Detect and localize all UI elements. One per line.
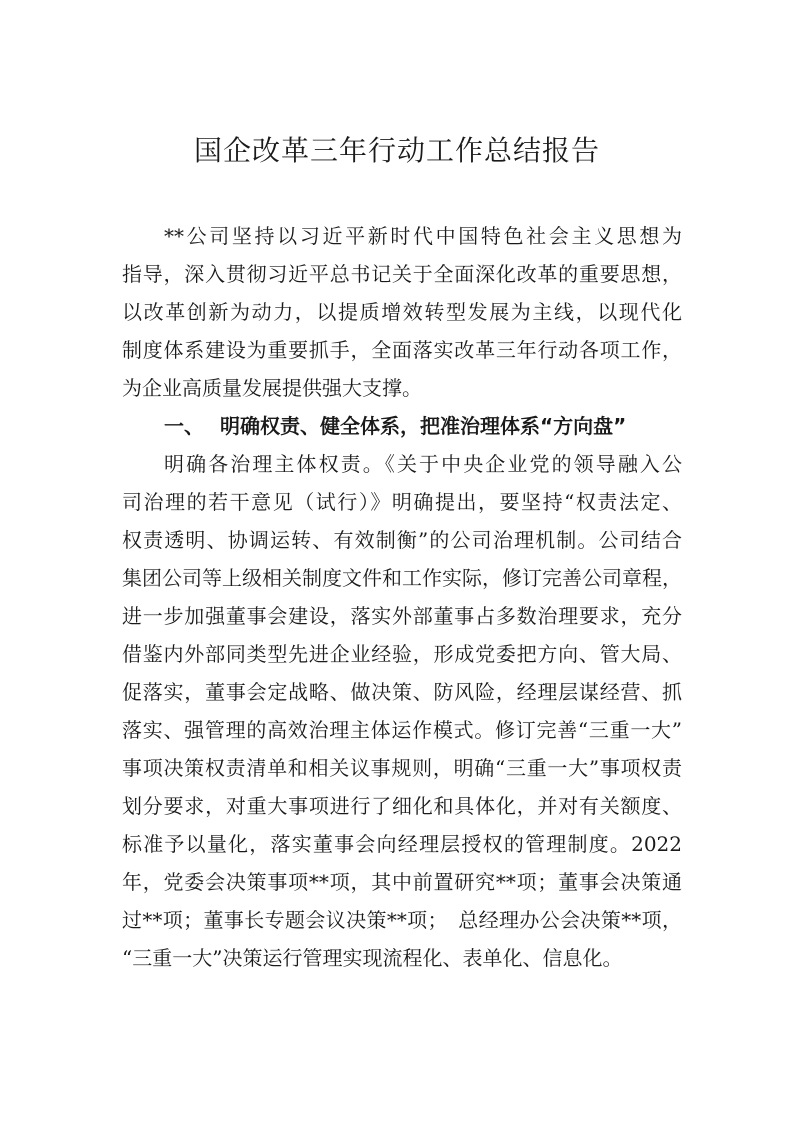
paragraph-line: 事项决策权责清单和相关议事规则，明确“三重一大”事项权责 [122,756,682,780]
paragraph-line: 落实、强管理的高效治理主体运作模式。修订完善“三重一大” [122,718,682,742]
paragraph-line: 年，党委会决策事项**项，其中前置研究**项；董事会决策通 [122,870,682,894]
paragraph-line: 权责透明、协调运转、有效制衡”的公司治理机制。公司结合 [122,528,682,552]
paragraph-line: **公司坚持以习近平新时代中国特色社会主义思想为 [164,224,682,248]
paragraph-line: 借鉴内外部同类型先进企业经验，形成党委把方向、管大局、 [122,642,682,666]
paragraph-line: 为企业高质量发展提供强大支撑。 [122,376,422,400]
paragraph-line: 划分要求，对重大事项进行了细化和具体化，并对有关额度、 [122,794,682,818]
section-heading [122,407,682,445]
paragraph-line: 制度体系建设为重要抓手，全面落实改革三年行动各项工作， [122,338,682,362]
paragraph-line: “三重一大”决策运行管理实现流程化、表单化、信息化。 [122,946,623,970]
paragraph-line: 进一步加强董事会建设，落实外部董事占多数治理要求，充分 [122,604,682,628]
paragraph-line: 集团公司等上级相关制度文件和工作实际，修订完善公司章程， [122,566,682,590]
paragraph-line: 标准予以量化，落实董事会向经理层授权的管理制度。2022 [122,832,682,856]
paragraph-line: 以改革创新为动力，以提质增效转型发展为主线，以现代化 [122,300,682,324]
paragraph-line: 司治理的若干意见（试行）》明确提出，要坚持“权责法定、 [122,490,682,514]
paragraph-line: 促落实，董事会定战略、做决策、防风险，经理层谋经营、抓 [122,680,682,704]
section-number: 一、 [164,414,204,438]
paragraph-line: 指导，深入贯彻习近平总书记关于全面深化改革的重要思想， [122,262,682,286]
paragraph-line: 明确各治理主体权责。《关于中央企业党的领导融入公 [164,452,682,476]
document-title: 国企改革三年行动工作总结报告 [193,134,600,167]
intro-paragraph [122,217,682,407]
section1-paragraph [122,445,682,977]
section-heading-text: 明确权责、健全体系，把准治理体系“方向盘” [220,414,627,438]
document-body [122,217,682,977]
paragraph-line: 过**项；董事长专题会议决策**项； 总经理办公会决策**项， [122,908,682,932]
